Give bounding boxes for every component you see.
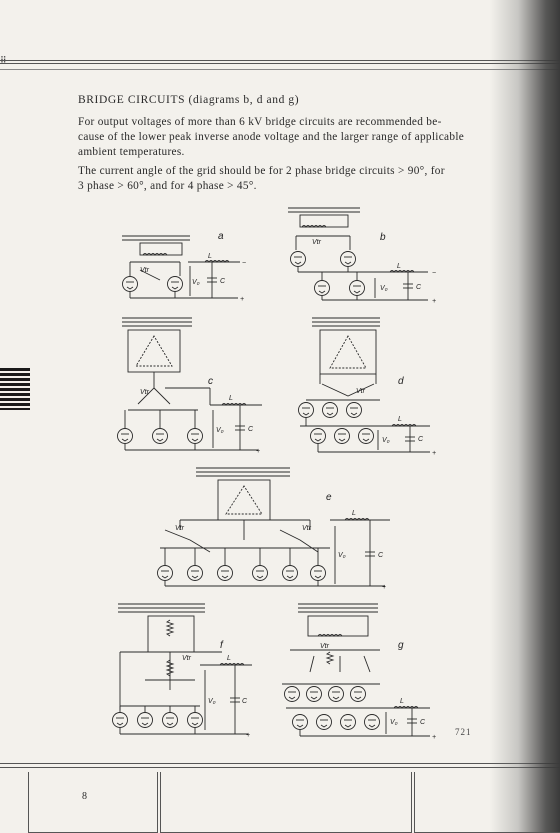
transformer-voltage-label: Vtr <box>356 388 365 395</box>
footer-box-middle <box>160 772 412 833</box>
paragraph-2-line: The current angle of the grid should be for 2 phase bridge circuits > 90°, for <box>78 165 445 177</box>
diagram-e-label: e <box>326 492 332 503</box>
capacitor-label: C <box>248 426 254 433</box>
paragraph-2-line: 3 phase > 60°, and for 4 phase > 45°. <box>78 180 257 192</box>
inductor-label: L <box>397 263 401 270</box>
capacitor-label: C <box>242 698 248 705</box>
inductor-label: L <box>400 698 404 705</box>
output-voltage-label: V₀ <box>390 719 398 726</box>
plus-terminal: + <box>432 734 437 741</box>
footer-rule-2 <box>0 767 560 768</box>
plus-terminal: + <box>256 448 261 455</box>
paragraph-1-line: ambient temperatures. <box>78 146 185 158</box>
diagram-d-label: d <box>398 376 404 387</box>
output-voltage-label: V₀ <box>208 698 216 705</box>
diagram-b-label: b <box>380 232 386 243</box>
diagram-a-label: a <box>218 231 224 242</box>
inductor-label: L <box>208 253 212 260</box>
paragraph-1-line: cause of the lower peak inverse anode voltage and the larger range of applicable <box>78 131 465 143</box>
minus-terminal: − <box>432 270 437 277</box>
diagram-f <box>113 604 253 739</box>
transformer-voltage-label: Vtr <box>140 267 149 274</box>
transformer-voltage-label: Vtr <box>175 525 184 532</box>
plus-terminal: + <box>246 732 251 739</box>
capacitor-label: C <box>420 719 426 726</box>
output-voltage-label: V₀ <box>192 279 200 286</box>
plus-terminal: + <box>240 296 245 303</box>
diagram-d <box>299 318 437 457</box>
footer-box-left <box>28 772 158 833</box>
inductor-label: L <box>352 510 356 517</box>
capacitor-label: C <box>220 278 226 285</box>
footer-rule <box>0 763 560 764</box>
transformer-voltage-label: Vtr <box>302 525 311 532</box>
transformer-voltage-label: Vtr <box>182 655 191 662</box>
margin-page-number: 721 <box>455 727 472 737</box>
plus-terminal: + <box>432 298 437 305</box>
transformer-voltage-label: Vtr <box>312 239 321 246</box>
minus-terminal: − <box>242 260 247 267</box>
inductor-label: L <box>227 655 231 662</box>
output-voltage-label: V₀ <box>216 427 224 434</box>
transformer-voltage-label: Vtr <box>320 643 329 650</box>
paragraph-1-line: For output voltages of more than 6 kV bridge circuits are recommended be- <box>78 116 442 128</box>
capacitor-label: C <box>418 436 424 443</box>
diagram-g-label: g <box>398 640 404 651</box>
output-voltage-label: V₀ <box>338 552 346 559</box>
diagram-g <box>282 604 436 741</box>
section-heading: BRIDGE CIRCUITS (diagrams b, d and g) <box>78 94 300 106</box>
plus-terminal: + <box>432 450 437 457</box>
page-number: 8 <box>82 791 87 802</box>
transformer-voltage-label: Vtr <box>140 389 149 396</box>
inductor-label: L <box>229 395 233 402</box>
diagram-f-label: f <box>220 640 223 651</box>
output-voltage-label: V₀ <box>380 285 388 292</box>
diagram-b <box>288 208 436 305</box>
plus-terminal: + <box>382 584 387 591</box>
capacitor-label: C <box>378 552 384 559</box>
output-voltage-label: V₀ <box>382 437 390 444</box>
diagram-a <box>122 231 246 303</box>
diagram-c-label: c <box>208 376 213 387</box>
diagram-e <box>158 468 391 591</box>
capacitor-label: C <box>416 284 422 291</box>
diagram-c <box>118 318 263 455</box>
inductor-label: L <box>398 416 402 423</box>
binding-shadow <box>490 0 560 832</box>
